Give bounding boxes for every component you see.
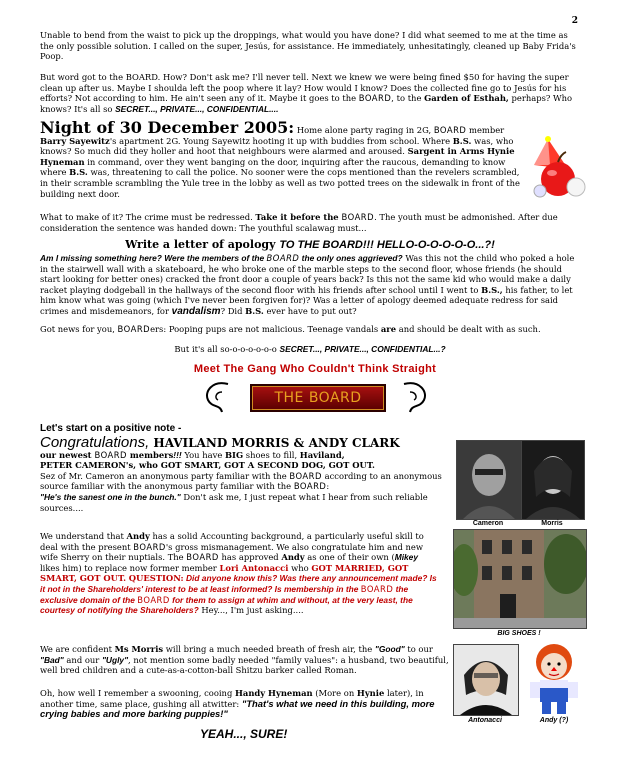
board-word: BOARD	[358, 93, 392, 104]
night-heading: Night of 30 December 2005:	[40, 118, 295, 137]
board-banner	[198, 378, 434, 416]
left-ear-icon	[198, 378, 244, 416]
paragraph-fine: But word got to the BOARD. How? Don't ask me? I'll never tell. Next we knew we were being fined $50 for having the super clean up after us. Maybe I shoulda left the poop where it lay? How would I know? Does the collected fine go to Jesús for his efforts? Not according to him. He ain't seen any of it. Maybe it goes to the BOARD, to the Garden of Esthah, perhaps? Who knows? It's all so SECRET..., PRIVATE..., CONFIDENTIAL....	[40, 72, 573, 114]
morris-photo	[521, 440, 585, 520]
paragraph-night: Night of 30 December 2005: Home alone party raging in 2G, BOARD member Barry Sayewitz's apartment 2G. Young Sayewitz hooting it up with buddies from school. Where B.S. was, who knows? So much did they holler and hoot that neighbours were alarmed and aroused. Sargent in Arms Hynie Hyneman in command, over they went banging on the door, inquiring after the raucous, demanding to know where B.S. was, threatening to call the police. No sooner were the cops mentioned than the revelers scrambled, in their scramble scrambling the Yule tree in the lobby as well as two potted trees on the sidewalk in front of the building next door.	[40, 118, 521, 199]
paragraph-news: Got news for you, BOARDers: Pooping pups are not malicious. Teenage vandals are and should be dealt with as such.	[40, 324, 541, 334]
cameron-photo	[456, 440, 522, 520]
paragraph-andy: We understand that Andy has a solid Accounting background, a particularly useful skill to deal with the present BOARD's gross mismanagement. We also congratulate him and new wife Sherry on their nuptials. The BOARD has approved Andy as one of their own (Mikey likes him) to replace now former member Lori Antonacci who GOT MARRIED, GOT SMART, GOT OUT. QUESTION: Did anyone know this? Was there any announcement made? Is it not in the Shareholders' interest to be at least informed? Is membership in the BOARD the exclusive domain of the BOARD for them to assign at whim and without, at the very least, the courtesy of notifying the Shareholders? Hey..., I'm just asking....	[40, 531, 437, 616]
paragraph-morris: We are confident Ms Morris will bring a much needed breath of fresh air, the "Good" to our "Bad" and our "Ugly", not mention some badly needed "family values": a husband, two beautiful, well bred children and a cute-as-a-cotton-ball Shitzu barker called Roman.	[40, 644, 449, 676]
paragraph-poop	[40, 30, 580, 62]
antonacci-photo	[453, 644, 519, 716]
caption-antonacci: Antonacci	[468, 717, 502, 724]
gang-heading: Meet The Gang Who Couldn't Think Straight	[193, 363, 437, 375]
building-photo	[453, 529, 587, 629]
page-number: 2	[571, 16, 578, 26]
board-plaque	[250, 384, 386, 412]
apple-party-image	[528, 135, 590, 201]
andy-doll-image	[524, 640, 584, 716]
caption-cameron: Cameron	[472, 520, 504, 527]
apology-line: Write a letter of apology TO THE BOARD!!! HELLO-O-O-O-O-O...?!	[125, 238, 495, 251]
yeah-sure: YEAH..., SURE!	[200, 727, 288, 741]
caption-big-shoes: BIG SHOES !	[497, 630, 541, 637]
banner-text: THE BOARD	[274, 390, 362, 406]
paragraph-aggrieved: Am I missing something here? Were the members of the BOARD the only ones aggrieved? Was this not the child who poked a hole in the stairwell wall with a skateboard, he who broke one of the marble steps to the second floor, whose friends (he should start looking for better ones) cracked the front door a couple of years back? Is this not the same kid who would make a daily racket playing dodgeball in the hallways of the second floor with his friends after school until I went to B.S., his father, to let him know what was going (which I've never been forgiven for)? Was a letter of apology deemed adequate redress for said crimes and misdemeanors, for vandalism? Did B.S. ever have to put out?	[40, 253, 575, 317]
caption-morris: Morris	[541, 520, 563, 527]
paragraph-redress: What to make of it? The crime must be redressed. Take it before the BOARD. The youth must be admonished. After due consideration the sentence was handed down: The youthful scalawag must...	[40, 212, 558, 233]
paragraph-poop-text: Unable to bend from the waist to pick up the droppings, what would you have done? I did what seemed to me at the time as the only possible solution. I called on the super, Jesús, for assistance. He immediately, unhesitatingly, cleaned up Baby Frida's Poop.	[40, 30, 576, 62]
caption-andy: Andy (?)	[539, 717, 569, 724]
positive-note: Let's start on a positive note -	[40, 423, 182, 434]
secret-line: But it's all so-o-o-o-o-o-o SECRET..., PRIVATE..., CONFIDENTIAL...?	[174, 344, 446, 354]
paragraph-hynie: Oh, how well I remember a swooning, cooing Handy Hyneman (More on Hynie later), in another time, same place, gushing all atwitter: "That's what we need in this building, more crying babies and more barking puppies!"	[40, 688, 435, 720]
paragraph-congrats: Congratulations, HAVILAND MORRIS & ANDY CLARK our newest BOARD members!!! You have BIG shoes to fill, Haviland, PETER CAMERON's, who GOT SMART, GOT A SECOND DOG, GOT OUT. Sez of Mr. Cameron an anonymous party familiar with the BOARD according to an anonymous source familiar with the anonymous party familiar with the BOARD: "He's the sanest one in the bunch." Don't ask me, I just repeat what I hear from such reliable sources....	[40, 434, 442, 513]
right-ear-icon	[388, 378, 434, 416]
